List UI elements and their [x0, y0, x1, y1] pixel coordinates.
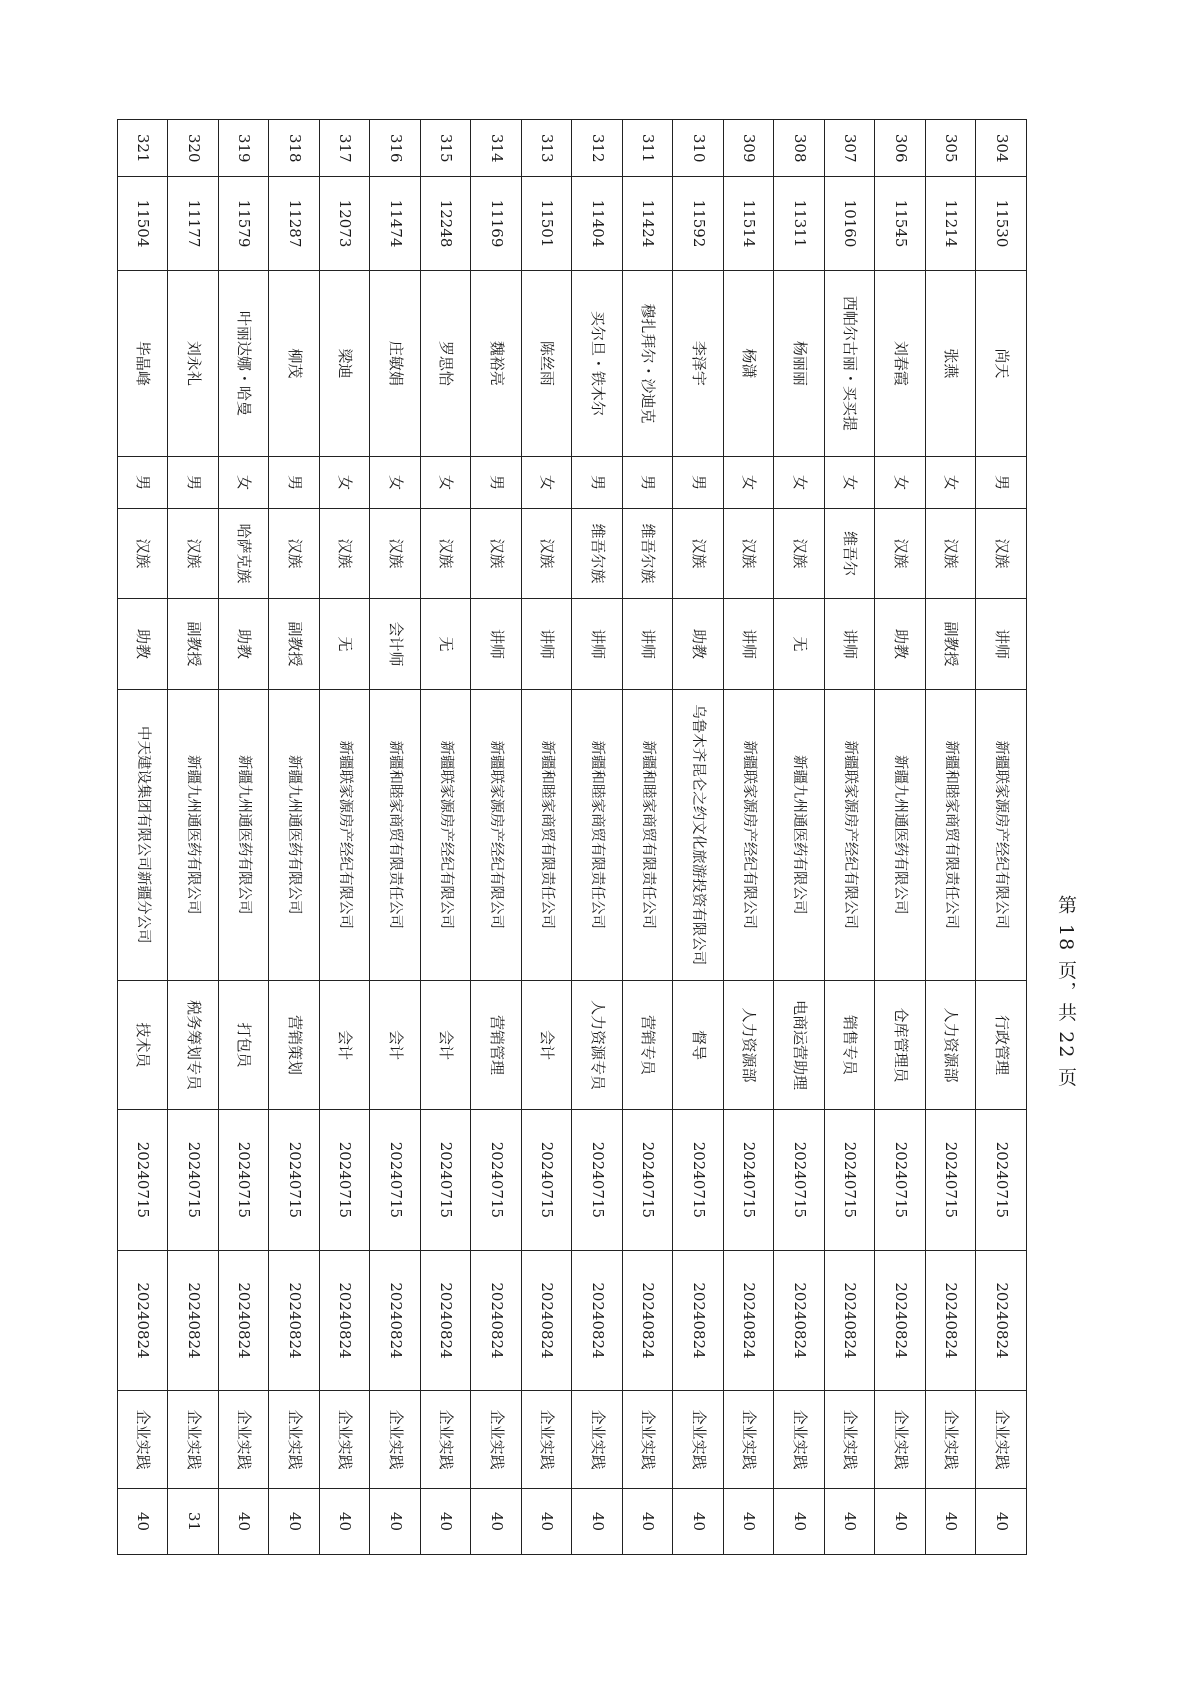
- id-cell: 11169: [471, 177, 522, 270]
- position-cell: 打包员: [219, 980, 270, 1109]
- position-cell: 会计: [370, 980, 421, 1109]
- seq-cell: 306: [875, 120, 926, 177]
- title-cell: 副教授: [168, 599, 219, 689]
- table-row: [976, 120, 1027, 1555]
- title-cell: 讲师: [724, 599, 775, 689]
- hours-cell: 40: [673, 1488, 724, 1554]
- seq-cell: 309: [724, 120, 775, 177]
- company-cell: 新疆和睦家商贸有限责任公司: [623, 689, 674, 980]
- start-date-cell: 20240715: [320, 1110, 371, 1251]
- practice-record-table: [117, 119, 1027, 1555]
- seq-cell: 321: [118, 120, 169, 177]
- table-body: [118, 120, 1027, 1555]
- name-cell: 柳茂: [269, 270, 320, 457]
- name-cell: 叶丽达娜・哈曼: [219, 270, 270, 457]
- name-cell: 刘永礼: [168, 270, 219, 457]
- ethnicity-cell: 汉族: [168, 508, 219, 598]
- position-cell: 营销管理: [471, 980, 522, 1109]
- company-cell: 新疆九州通医药有限公司: [219, 689, 270, 980]
- position-cell: 会计: [522, 980, 573, 1109]
- gender-cell: 女: [219, 457, 270, 509]
- seq-cell: 310: [673, 120, 724, 177]
- start-date-cell: 20240715: [118, 1110, 169, 1251]
- start-date-cell: 20240715: [875, 1110, 926, 1251]
- company-cell: 新疆联家源房产经纪有限公司: [320, 689, 371, 980]
- hours-cell: 40: [522, 1488, 573, 1554]
- type-cell: 企业实践: [724, 1391, 775, 1489]
- ethnicity-cell: 维吾尔: [825, 508, 876, 598]
- position-cell: 税务筹划专员: [168, 980, 219, 1109]
- type-cell: 企业实践: [118, 1391, 169, 1489]
- seq-cell: 307: [825, 120, 876, 177]
- gender-cell: 女: [875, 457, 926, 509]
- table-row: [118, 120, 169, 1555]
- company-cell: 新疆九州通医药有限公司: [168, 689, 219, 980]
- page-number-footer: 第 18 页，共 22 页: [1055, 895, 1077, 1089]
- company-cell: 新疆联家源房产经纪有限公司: [421, 689, 472, 980]
- table-row: [825, 120, 876, 1555]
- start-date-cell: 20240715: [522, 1110, 573, 1251]
- title-cell: 助教: [219, 599, 270, 689]
- table-row: [623, 120, 674, 1555]
- hours-cell: 40: [320, 1488, 371, 1554]
- table-row: [320, 120, 371, 1555]
- company-cell: 新疆和睦家商贸有限责任公司: [522, 689, 573, 980]
- start-date-cell: 20240715: [219, 1110, 270, 1251]
- position-cell: 技术员: [118, 980, 169, 1109]
- position-cell: 会计: [421, 980, 472, 1109]
- company-cell: 新疆联家源房产经纪有限公司: [724, 689, 775, 980]
- name-cell: 李泽宇: [673, 270, 724, 457]
- start-date-cell: 20240715: [926, 1110, 977, 1251]
- gender-cell: 男: [572, 457, 623, 509]
- id-cell: 11474: [370, 177, 421, 270]
- seq-cell: 316: [370, 120, 421, 177]
- name-cell: 毕晶峰: [118, 270, 169, 457]
- ethnicity-cell: 汉族: [875, 508, 926, 598]
- type-cell: 企业实践: [825, 1391, 876, 1489]
- start-date-cell: 20240715: [774, 1110, 825, 1251]
- ethnicity-cell: 汉族: [118, 508, 169, 598]
- gender-cell: 女: [522, 457, 573, 509]
- gender-cell: 男: [168, 457, 219, 509]
- start-date-cell: 20240715: [168, 1110, 219, 1251]
- end-date-cell: 20240824: [875, 1250, 926, 1391]
- gender-cell: 女: [825, 457, 876, 509]
- company-cell: 新疆联家源房产经纪有限公司: [976, 689, 1027, 980]
- title-cell: 会计师: [370, 599, 421, 689]
- position-cell: 督导: [673, 980, 724, 1109]
- title-cell: 无: [774, 599, 825, 689]
- type-cell: 企业实践: [471, 1391, 522, 1489]
- title-cell: 讲师: [825, 599, 876, 689]
- id-cell: 11514: [724, 177, 775, 270]
- end-date-cell: 20240824: [572, 1250, 623, 1391]
- gender-cell: 女: [320, 457, 371, 509]
- ethnicity-cell: 汉族: [522, 508, 573, 598]
- seq-cell: 317: [320, 120, 371, 177]
- title-cell: 助教: [673, 599, 724, 689]
- name-cell: 杨潇: [724, 270, 775, 457]
- type-cell: 企业实践: [269, 1391, 320, 1489]
- ethnicity-cell: 汉族: [673, 508, 724, 598]
- end-date-cell: 20240824: [370, 1250, 421, 1391]
- company-cell: 中天建设集团有限公司新疆分公司: [118, 689, 169, 980]
- title-cell: 副教授: [926, 599, 977, 689]
- title-cell: 无: [320, 599, 371, 689]
- gender-cell: 女: [724, 457, 775, 509]
- title-cell: 副教授: [269, 599, 320, 689]
- start-date-cell: 20240715: [269, 1110, 320, 1251]
- ethnicity-cell: 汉族: [320, 508, 371, 598]
- ethnicity-cell: 汉族: [269, 508, 320, 598]
- end-date-cell: 20240824: [673, 1250, 724, 1391]
- start-date-cell: 20240715: [471, 1110, 522, 1251]
- start-date-cell: 20240715: [673, 1110, 724, 1251]
- end-date-cell: 20240824: [623, 1250, 674, 1391]
- type-cell: 企业实践: [774, 1391, 825, 1489]
- hours-cell: 40: [370, 1488, 421, 1554]
- end-date-cell: 20240824: [421, 1250, 472, 1391]
- title-cell: 讲师: [522, 599, 573, 689]
- position-cell: 营销专员: [623, 980, 674, 1109]
- start-date-cell: 20240715: [572, 1110, 623, 1251]
- end-date-cell: 20240824: [219, 1250, 270, 1391]
- company-cell: 新疆九州通医药有限公司: [269, 689, 320, 980]
- gender-cell: 女: [774, 457, 825, 509]
- type-cell: 企业实践: [320, 1391, 371, 1489]
- table-row: [370, 120, 421, 1555]
- ethnicity-cell: 汉族: [421, 508, 472, 598]
- end-date-cell: 20240824: [320, 1250, 371, 1391]
- table-row: [421, 120, 472, 1555]
- seq-cell: 319: [219, 120, 270, 177]
- company-cell: 乌鲁木齐昆仑之约文化旅游投资有限公司: [673, 689, 724, 980]
- name-cell: 陈丝雨: [522, 270, 573, 457]
- end-date-cell: 20240824: [118, 1250, 169, 1391]
- position-cell: 人力资源部: [926, 980, 977, 1109]
- seq-cell: 314: [471, 120, 522, 177]
- ethnicity-cell: 汉族: [774, 508, 825, 598]
- position-cell: 行政管理: [976, 980, 1027, 1109]
- position-cell: 销售专员: [825, 980, 876, 1109]
- ethnicity-cell: 汉族: [724, 508, 775, 598]
- ethnicity-cell: 哈萨克族: [219, 508, 270, 598]
- type-cell: 企业实践: [219, 1391, 270, 1489]
- id-cell: 11501: [522, 177, 573, 270]
- type-cell: 企业实践: [370, 1391, 421, 1489]
- ethnicity-cell: 汉族: [370, 508, 421, 598]
- hours-cell: 40: [976, 1488, 1027, 1554]
- end-date-cell: 20240824: [269, 1250, 320, 1391]
- company-cell: 新疆和睦家商贸有限责任公司: [370, 689, 421, 980]
- title-cell: 无: [421, 599, 472, 689]
- table-row: [926, 120, 977, 1555]
- title-cell: 讲师: [572, 599, 623, 689]
- gender-cell: 男: [471, 457, 522, 509]
- id-cell: 12248: [421, 177, 472, 270]
- type-cell: 企业实践: [926, 1391, 977, 1489]
- position-cell: 电商运营助理: [774, 980, 825, 1109]
- id-cell: 11545: [875, 177, 926, 270]
- company-cell: 新疆和睦家商贸有限责任公司: [572, 689, 623, 980]
- id-cell: 11404: [572, 177, 623, 270]
- hours-cell: 40: [471, 1488, 522, 1554]
- end-date-cell: 20240824: [825, 1250, 876, 1391]
- seq-cell: 304: [976, 120, 1027, 177]
- hours-cell: 40: [875, 1488, 926, 1554]
- hours-cell: 40: [118, 1488, 169, 1554]
- seq-cell: 312: [572, 120, 623, 177]
- position-cell: 仓库管理员: [875, 980, 926, 1109]
- seq-cell: 305: [926, 120, 977, 177]
- table-row: [471, 120, 522, 1555]
- type-cell: 企业实践: [522, 1391, 573, 1489]
- start-date-cell: 20240715: [370, 1110, 421, 1251]
- hours-cell: 40: [623, 1488, 674, 1554]
- name-cell: 穆扎拜尔・沙迪克: [623, 270, 674, 457]
- hours-cell: 40: [572, 1488, 623, 1554]
- end-date-cell: 20240824: [926, 1250, 977, 1391]
- name-cell: 西帕尔古丽・买买提: [825, 270, 876, 457]
- id-cell: 11177: [168, 177, 219, 270]
- id-cell: 11530: [976, 177, 1027, 270]
- ethnicity-cell: 汉族: [976, 508, 1027, 598]
- type-cell: 企业实践: [421, 1391, 472, 1489]
- id-cell: 11504: [118, 177, 169, 270]
- table-row: [219, 120, 270, 1555]
- seq-cell: 315: [421, 120, 472, 177]
- id-cell: 11311: [774, 177, 825, 270]
- ethnicity-cell: 汉族: [926, 508, 977, 598]
- hours-cell: 40: [421, 1488, 472, 1554]
- type-cell: 企业实践: [976, 1391, 1027, 1489]
- end-date-cell: 20240824: [724, 1250, 775, 1391]
- ethnicity-cell: 维吾尔族: [572, 508, 623, 598]
- table-row: [724, 120, 775, 1555]
- company-cell: 新疆联家源房产经纪有限公司: [471, 689, 522, 980]
- position-cell: 人力资源专员: [572, 980, 623, 1109]
- id-cell: 11424: [623, 177, 674, 270]
- gender-cell: 女: [926, 457, 977, 509]
- id-cell: 11214: [926, 177, 977, 270]
- id-cell: 11579: [219, 177, 270, 270]
- gender-cell: 男: [269, 457, 320, 509]
- gender-cell: 女: [370, 457, 421, 509]
- name-cell: 杨丽丽: [774, 270, 825, 457]
- table-row: [572, 120, 623, 1555]
- id-cell: 11287: [269, 177, 320, 270]
- gender-cell: 女: [421, 457, 472, 509]
- seq-cell: 311: [623, 120, 674, 177]
- name-cell: 尚天: [976, 270, 1027, 457]
- seq-cell: 318: [269, 120, 320, 177]
- table-row: [168, 120, 219, 1555]
- end-date-cell: 20240824: [976, 1250, 1027, 1391]
- company-cell: 新疆九州通医药有限公司: [774, 689, 825, 980]
- name-cell: 刘春霞: [875, 270, 926, 457]
- seq-cell: 308: [774, 120, 825, 177]
- end-date-cell: 20240824: [471, 1250, 522, 1391]
- table-row: [269, 120, 320, 1555]
- id-cell: 10160: [825, 177, 876, 270]
- company-cell: 新疆九州通医药有限公司: [875, 689, 926, 980]
- id-cell: 11592: [673, 177, 724, 270]
- position-cell: 会计: [320, 980, 371, 1109]
- end-date-cell: 20240824: [168, 1250, 219, 1391]
- title-cell: 讲师: [976, 599, 1027, 689]
- record-table: [117, 119, 1027, 1555]
- table-row: [522, 120, 573, 1555]
- type-cell: 企业实践: [572, 1391, 623, 1489]
- hours-cell: 40: [269, 1488, 320, 1554]
- gender-cell: 男: [976, 457, 1027, 509]
- name-cell: 罗思怡: [421, 270, 472, 457]
- company-cell: 新疆联家源房产经纪有限公司: [825, 689, 876, 980]
- position-cell: 营销策划: [269, 980, 320, 1109]
- hours-cell: 40: [219, 1488, 270, 1554]
- title-cell: 讲师: [471, 599, 522, 689]
- type-cell: 企业实践: [673, 1391, 724, 1489]
- gender-cell: 男: [623, 457, 674, 509]
- hours-cell: 40: [926, 1488, 977, 1554]
- name-cell: 张燕: [926, 270, 977, 457]
- ethnicity-cell: 汉族: [471, 508, 522, 598]
- type-cell: 企业实践: [168, 1391, 219, 1489]
- hours-cell: 40: [724, 1488, 775, 1554]
- hours-cell: 40: [825, 1488, 876, 1554]
- start-date-cell: 20240715: [724, 1110, 775, 1251]
- start-date-cell: 20240715: [623, 1110, 674, 1251]
- title-cell: 讲师: [623, 599, 674, 689]
- table-row: [875, 120, 926, 1555]
- title-cell: 助教: [118, 599, 169, 689]
- ethnicity-cell: 维吾尔族: [623, 508, 674, 598]
- start-date-cell: 20240715: [976, 1110, 1027, 1251]
- start-date-cell: 20240715: [825, 1110, 876, 1251]
- end-date-cell: 20240824: [774, 1250, 825, 1391]
- title-cell: 助教: [875, 599, 926, 689]
- start-date-cell: 20240715: [421, 1110, 472, 1251]
- name-cell: 魏裕亮: [471, 270, 522, 457]
- gender-cell: 男: [673, 457, 724, 509]
- position-cell: 人力资源部: [724, 980, 775, 1109]
- name-cell: 庄敏娟: [370, 270, 421, 457]
- gender-cell: 男: [118, 457, 169, 509]
- table-row: [673, 120, 724, 1555]
- company-cell: 新疆和睦家商贸有限责任公司: [926, 689, 977, 980]
- seq-cell: 313: [522, 120, 573, 177]
- id-cell: 12073: [320, 177, 371, 270]
- end-date-cell: 20240824: [522, 1250, 573, 1391]
- hours-cell: 40: [774, 1488, 825, 1554]
- seq-cell: 320: [168, 120, 219, 177]
- type-cell: 企业实践: [875, 1391, 926, 1489]
- name-cell: 梁迪: [320, 270, 371, 457]
- name-cell: 买尔旦・铁木尔: [572, 270, 623, 457]
- type-cell: 企业实践: [623, 1391, 674, 1489]
- table-row: [774, 120, 825, 1555]
- hours-cell: 31: [168, 1488, 219, 1554]
